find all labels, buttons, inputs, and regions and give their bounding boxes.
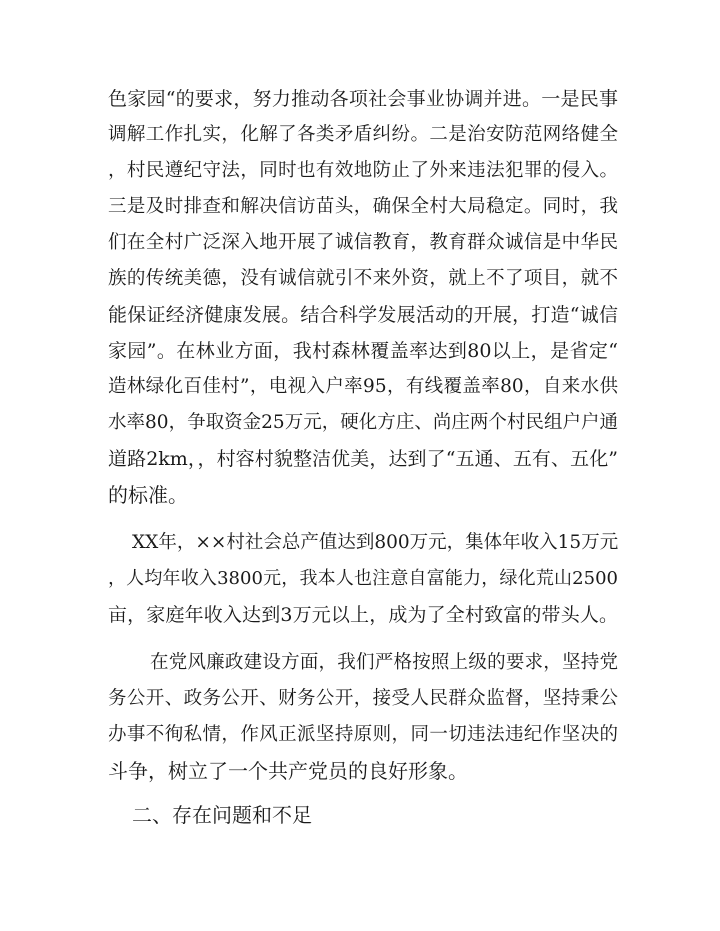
paragraph-line: 在党风廉政建设方面，我们严格按照上级的要求，坚持党 — [150, 652, 618, 673]
paragraph-line: 造林绿化百佳村”，电视入户率95，有线覆盖率80，自来水供 — [108, 376, 618, 397]
paragraph-line: 的标准。 — [108, 483, 188, 507]
paragraph-line: 族的传统美德，没有诚信就引不来外资，就上不了项目，就不 — [108, 268, 618, 289]
paragraph-line: 道路2km，，村容村貌整洁优美，达到了“五通、五有、五化” — [108, 448, 618, 470]
paragraph-line: 调解工作扎实，化解了各类矛盾纠纷。二是治安防范网络健全 — [108, 124, 618, 145]
paragraph-line: ，村民遵纪守法，同时也有效地防止了外来违法犯罪的侵入。 — [108, 160, 618, 181]
paragraph-line: 能保证经济健康发展。结合科学发展活动的开展，打造“诚信 — [108, 304, 618, 326]
paragraph-line: ，人均年收入3800元，我本人也注意自富能力，绿化荒山2500 — [108, 568, 618, 589]
paragraph-line: 亩，家庭年收入达到3万元以上，成为了全村致富的带头人。 — [108, 604, 618, 626]
paragraph-line: 务公开、政务公开、财务公开，接受人民群众监督，坚持秉公 — [108, 688, 618, 709]
paragraph-line: 们在全村广泛深入地开展了诚信教育，教育群众诚信是中华民 — [108, 232, 618, 253]
section-heading: 二、存在问题和不足 — [132, 803, 312, 827]
paragraph-line: 三是及时排查和解决信访苗头，确保全村大局稳定。同时，我 — [108, 196, 618, 217]
paragraph-line: 水率80，争取资金25万元，硬化方庄、尚庄两个村民组户户通 — [108, 412, 618, 433]
paragraph-line: XX年，××村社会总产值达到800万元，集体年收入15万元 — [132, 532, 619, 553]
paragraph-line: 色家园“的要求，努力推动各项社会事业协调并进。一是民事 — [108, 88, 618, 110]
paragraph-line: 斗争，树立了一个共产党员的良好形象。 — [108, 759, 468, 783]
paragraph-line: 办事不徇私情，作风正派坚持原则，同一切违法违纪作坚决的 — [108, 724, 618, 745]
paragraph-line: 家园”。在林业方面，我村森林覆盖率达到80以上，是省定“ — [108, 340, 618, 362]
